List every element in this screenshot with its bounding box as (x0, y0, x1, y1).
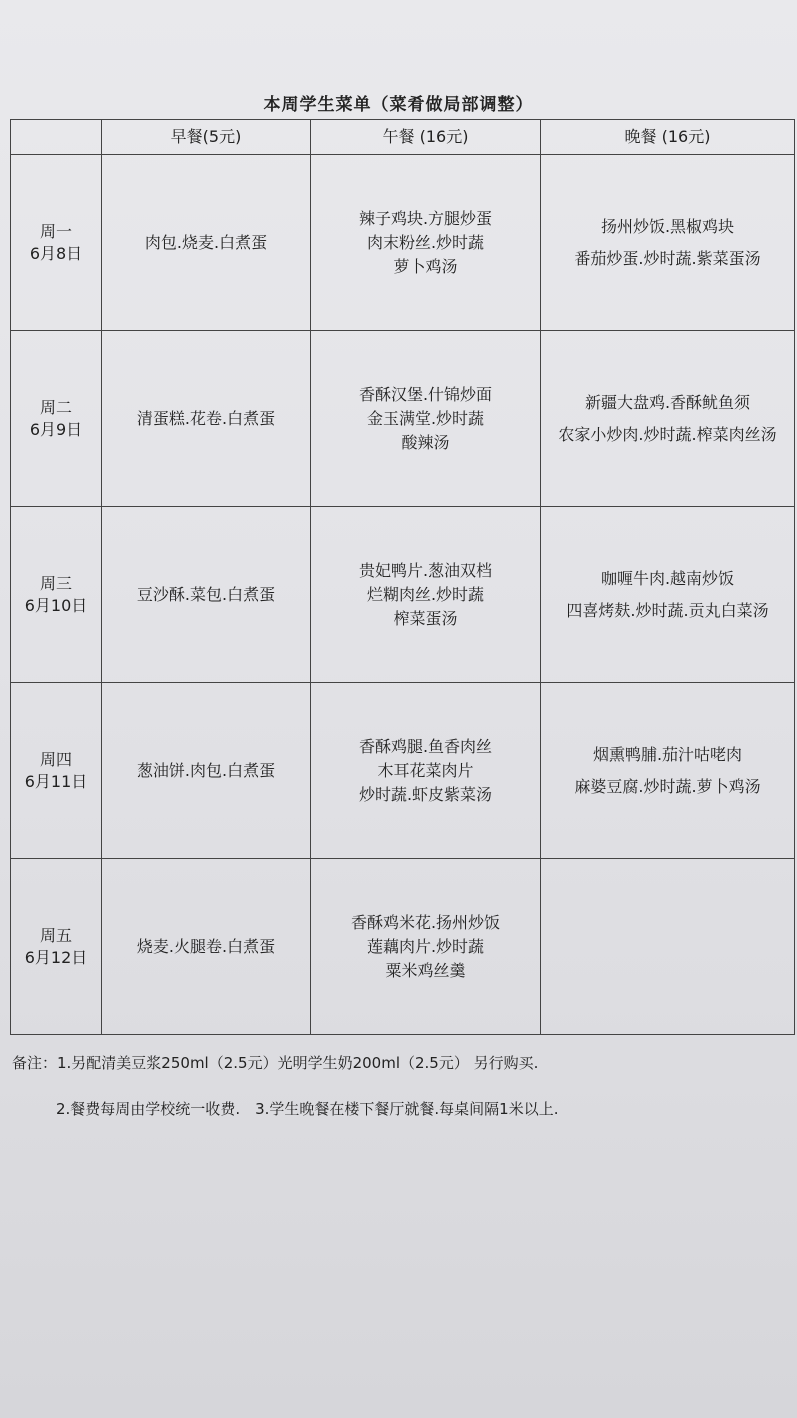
lunch-cell (311, 155, 541, 331)
dinner-cell (541, 331, 795, 507)
lunch-dish-line: 炒时蔬.虾皮紫菜汤 (358, 784, 493, 804)
dinner-dish-line: 扬州炒饭.黑椒鸡块 (600, 216, 735, 236)
day-name: 周四 (39, 749, 72, 769)
day-cell (11, 859, 102, 1035)
table-row (11, 859, 795, 1035)
lunch-dish-line: 香酥鸡腿.鱼香肉丝 (358, 736, 493, 756)
header-breakfast: 早餐(5元) (102, 120, 311, 155)
day-date: 6月12日 (24, 947, 88, 967)
day-date: 6月10日 (24, 595, 88, 615)
lunch-dish-line: 香酥汉堡.什锦炒面 (358, 384, 493, 404)
lunch-dish-line: 莲藕肉片.炒时蔬 (366, 936, 485, 956)
breakfast-cell: 葱油饼.肉包.白煮蛋 (102, 683, 311, 859)
dinner-dish-line: 麻婆豆腐.炒时蔬.萝卜鸡汤 (574, 776, 761, 796)
lunch-dish-line: 酸辣汤 (401, 432, 450, 452)
day-cell (11, 507, 102, 683)
lunch-cell (311, 859, 541, 1035)
breakfast-cell: 豆沙酥.菜包.白煮蛋 (102, 507, 311, 683)
lunch-dish-line: 辣子鸡块.方腿炒蛋 (358, 208, 493, 228)
lunch-cell (311, 683, 541, 859)
page-title: 本周学生菜单（菜肴做局部调整） (263, 95, 534, 115)
table-row (11, 507, 795, 683)
dinner-dish-line: 烟熏鸭脯.茄汁咕咾肉 (592, 744, 743, 764)
header-day (11, 120, 102, 155)
note-line-2: 2.餐费每周由学校统一收费. 3.学生晚餐在楼下餐厅就餐.每桌间隔1米以上. (56, 1100, 559, 1118)
note-line-1: 备注：1.另配清美豆浆250ml（2.5元）光明学生奶200ml（2.5元） 另行购买. (12, 1054, 539, 1072)
breakfast-cell: 清蛋糕.花卷.白煮蛋 (102, 331, 311, 507)
lunch-dish-line: 粟米鸡丝羹 (385, 960, 466, 980)
dinner-cell (541, 683, 795, 859)
day-name: 周五 (39, 925, 72, 945)
lunch-dish-line: 萝卜鸡汤 (393, 256, 458, 276)
day-date: 6月8日 (29, 243, 83, 263)
breakfast-cell: 烧麦.火腿卷.白煮蛋 (102, 859, 311, 1035)
header-lunch: 午餐 (16元) (311, 120, 541, 155)
dinner-dish-line: 四喜烤麸.炒时蔬.贡丸白菜汤 (566, 600, 769, 620)
day-cell (11, 683, 102, 859)
lunch-dish-line: 金玉满堂.炒时蔬 (366, 408, 485, 428)
lunch-dish-line: 香酥鸡米花.扬州炒饭 (350, 912, 501, 932)
lunch-dish-line: 肉末粉丝.炒时蔬 (366, 232, 485, 252)
lunch-dish-line: 木耳花菜肉片 (377, 760, 474, 780)
table-header-row (11, 120, 795, 155)
header-dinner: 晚餐 (16元) (541, 120, 795, 155)
day-name: 周一 (39, 221, 72, 241)
dinner-dish-line: 农家小炒肉.炒时蔬.榨菜肉丝汤 (558, 424, 777, 444)
dinner-cell (541, 507, 795, 683)
day-name: 周二 (39, 397, 72, 417)
lunch-dish-line: 贵妃鸭片.葱油双档 (358, 560, 493, 580)
dinner-cell (541, 859, 795, 1035)
breakfast-cell: 肉包.烧麦.白煮蛋 (102, 155, 311, 331)
lunch-dish-line: 榨菜蛋汤 (393, 608, 458, 628)
lunch-dish-line: 烂糊肉丝.炒时蔬 (366, 584, 485, 604)
day-name: 周三 (39, 573, 72, 593)
notes (12, 1052, 792, 1120)
day-cell (11, 155, 102, 331)
table-row (11, 683, 795, 859)
day-date: 6月9日 (29, 419, 83, 439)
weekly-menu-table (10, 119, 795, 1035)
lunch-cell (311, 331, 541, 507)
table-row (11, 331, 795, 507)
dinner-dish-line: 新疆大盘鸡.香酥鱿鱼须 (584, 392, 751, 412)
dinner-dish-line: 番茄炒蛋.炒时蔬.紫菜蛋汤 (574, 248, 761, 268)
day-cell (11, 331, 102, 507)
day-date: 6月11日 (24, 771, 88, 791)
dinner-dish-line: 咖喱牛肉.越南炒饭 (600, 568, 735, 588)
table-row (11, 155, 795, 331)
lunch-cell (311, 507, 541, 683)
dinner-cell (541, 155, 795, 331)
